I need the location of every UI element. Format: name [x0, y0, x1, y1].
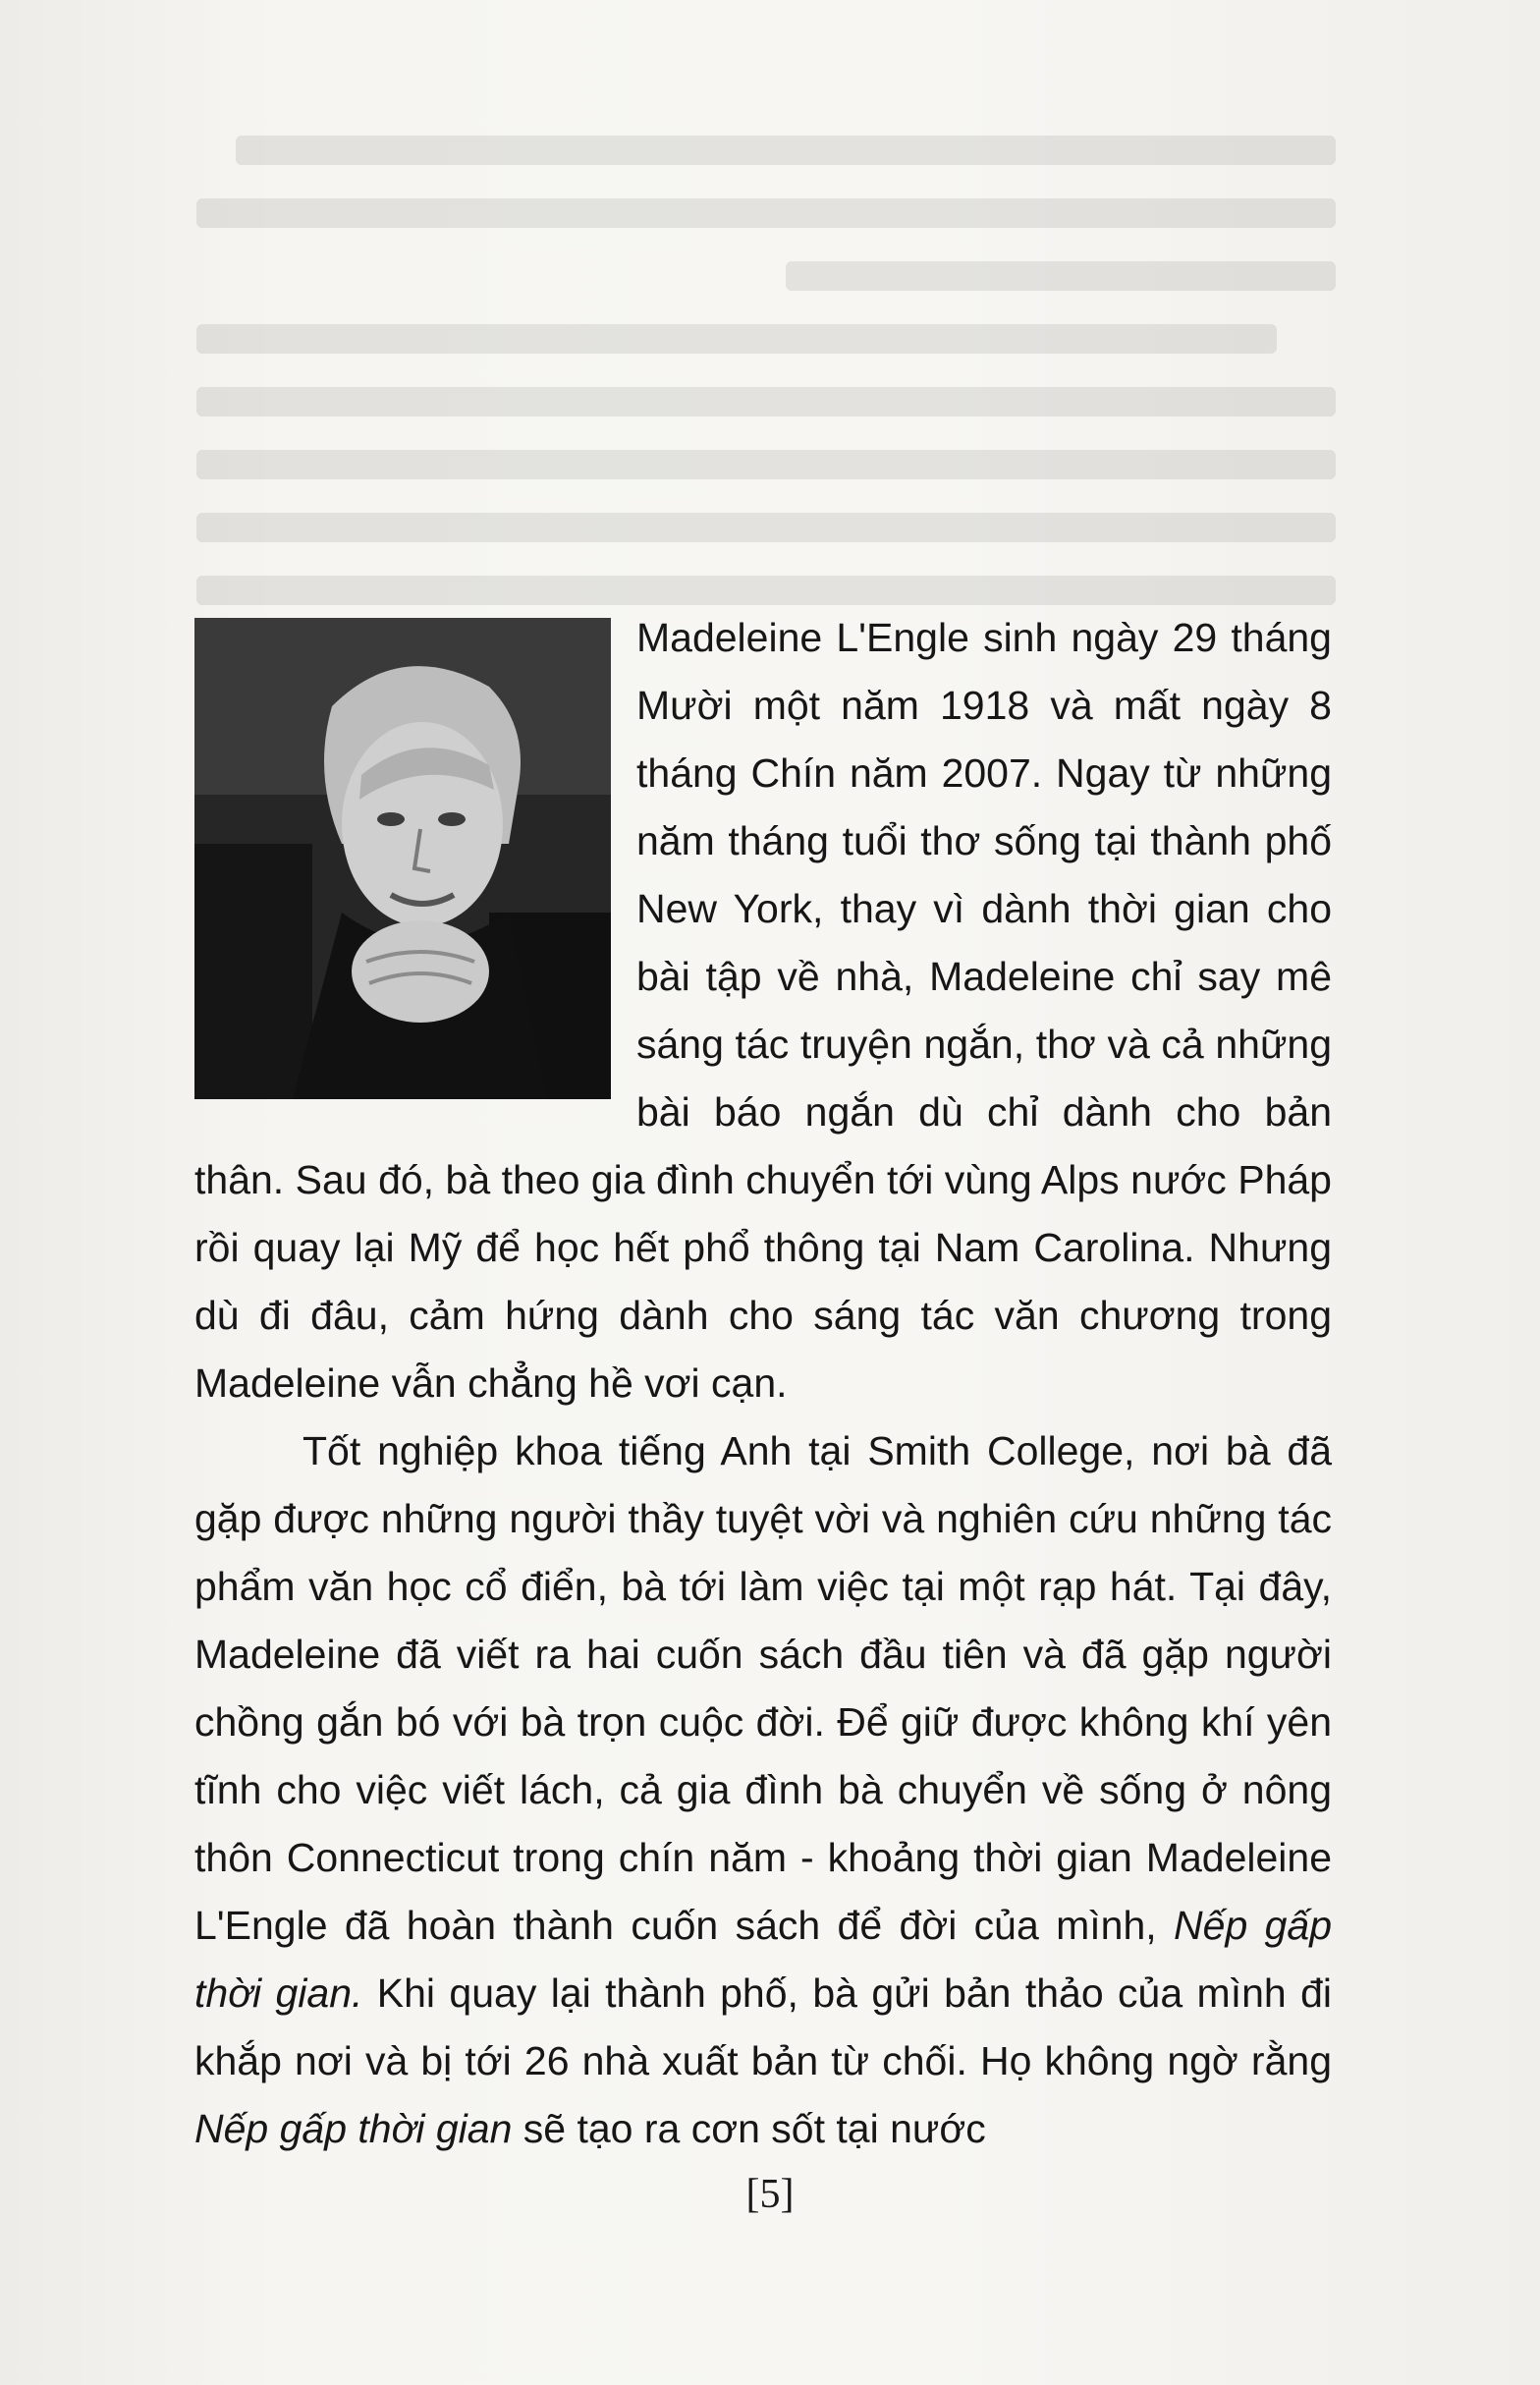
book-title-italic-2: Nếp gấp thời gian — [194, 2106, 513, 2151]
page-number: [5] — [745, 2172, 795, 2217]
book-title-italic-1: Nếp gấp thời gian. — [194, 1903, 1333, 2016]
bleed-through-text — [196, 118, 1336, 621]
main-text — [194, 604, 1332, 2163]
author-portrait-image — [194, 618, 611, 1099]
paragraph-1: Madeleine L'Engle sinh ngày 29 tháng Mười một năm 1918 và mất ngày 8 tháng Chín năm 2007. Ngay từ những năm tháng tuổi thơ sống tại thành phố New York, thay vì dành thời gian cho bài tập về nhà, Madeleine chỉ say mê sáng tác truyện ngắn, thơ và cả những bài báo ngắn dù chỉ dành cho bản thân. Sau đó, bà theo gia đình chuyển tới vùng Alps nước Pháp rồi quay lại Mỹ để học hết phổ thông tại Nam Carolina. Nhưng dù đi đâu, cảm hứng dành cho sáng tác văn chương trong Madeleine vẫn chẳng hề vơi cạn. — [194, 615, 1332, 1406]
author-photo — [194, 618, 611, 1099]
paragraph-2 — [194, 1417, 1332, 2163]
paragraph-2-text-b: Khi quay lại thành phố, bà gửi bản thảo của mình đi khắp nơi và bị tới 26 nhà xuất bản từ chối. Họ không ngờ rằng — [194, 1970, 1332, 2083]
paragraph-2-text-c: sẽ tạo ra cơn sốt tại nước — [512, 2106, 986, 2151]
paragraph-2-text-a: Tốt nghiệp khoa tiếng Anh tại Smith College, nơi bà đã gặp được những người thầy tuyệt vời và nghiên cứu những tác phẩm văn học cổ điển, bà tới làm việc tại một rạp hát. Tại đây, Madeleine đã viết ra hai cuốn sách đầu tiên và đã gặp người chồng gắn bó với bà trọn cuộc đời. Để giữ được không khí yên tĩnh cho việc viết lách, cả gia đình bà chuyển về sống ở nông thôn Connecticut trong chín năm - khoảng thời gian Madeleine L'Engle đã hoàn thành cuốn sách để đời của mình, — [194, 1428, 1332, 1948]
